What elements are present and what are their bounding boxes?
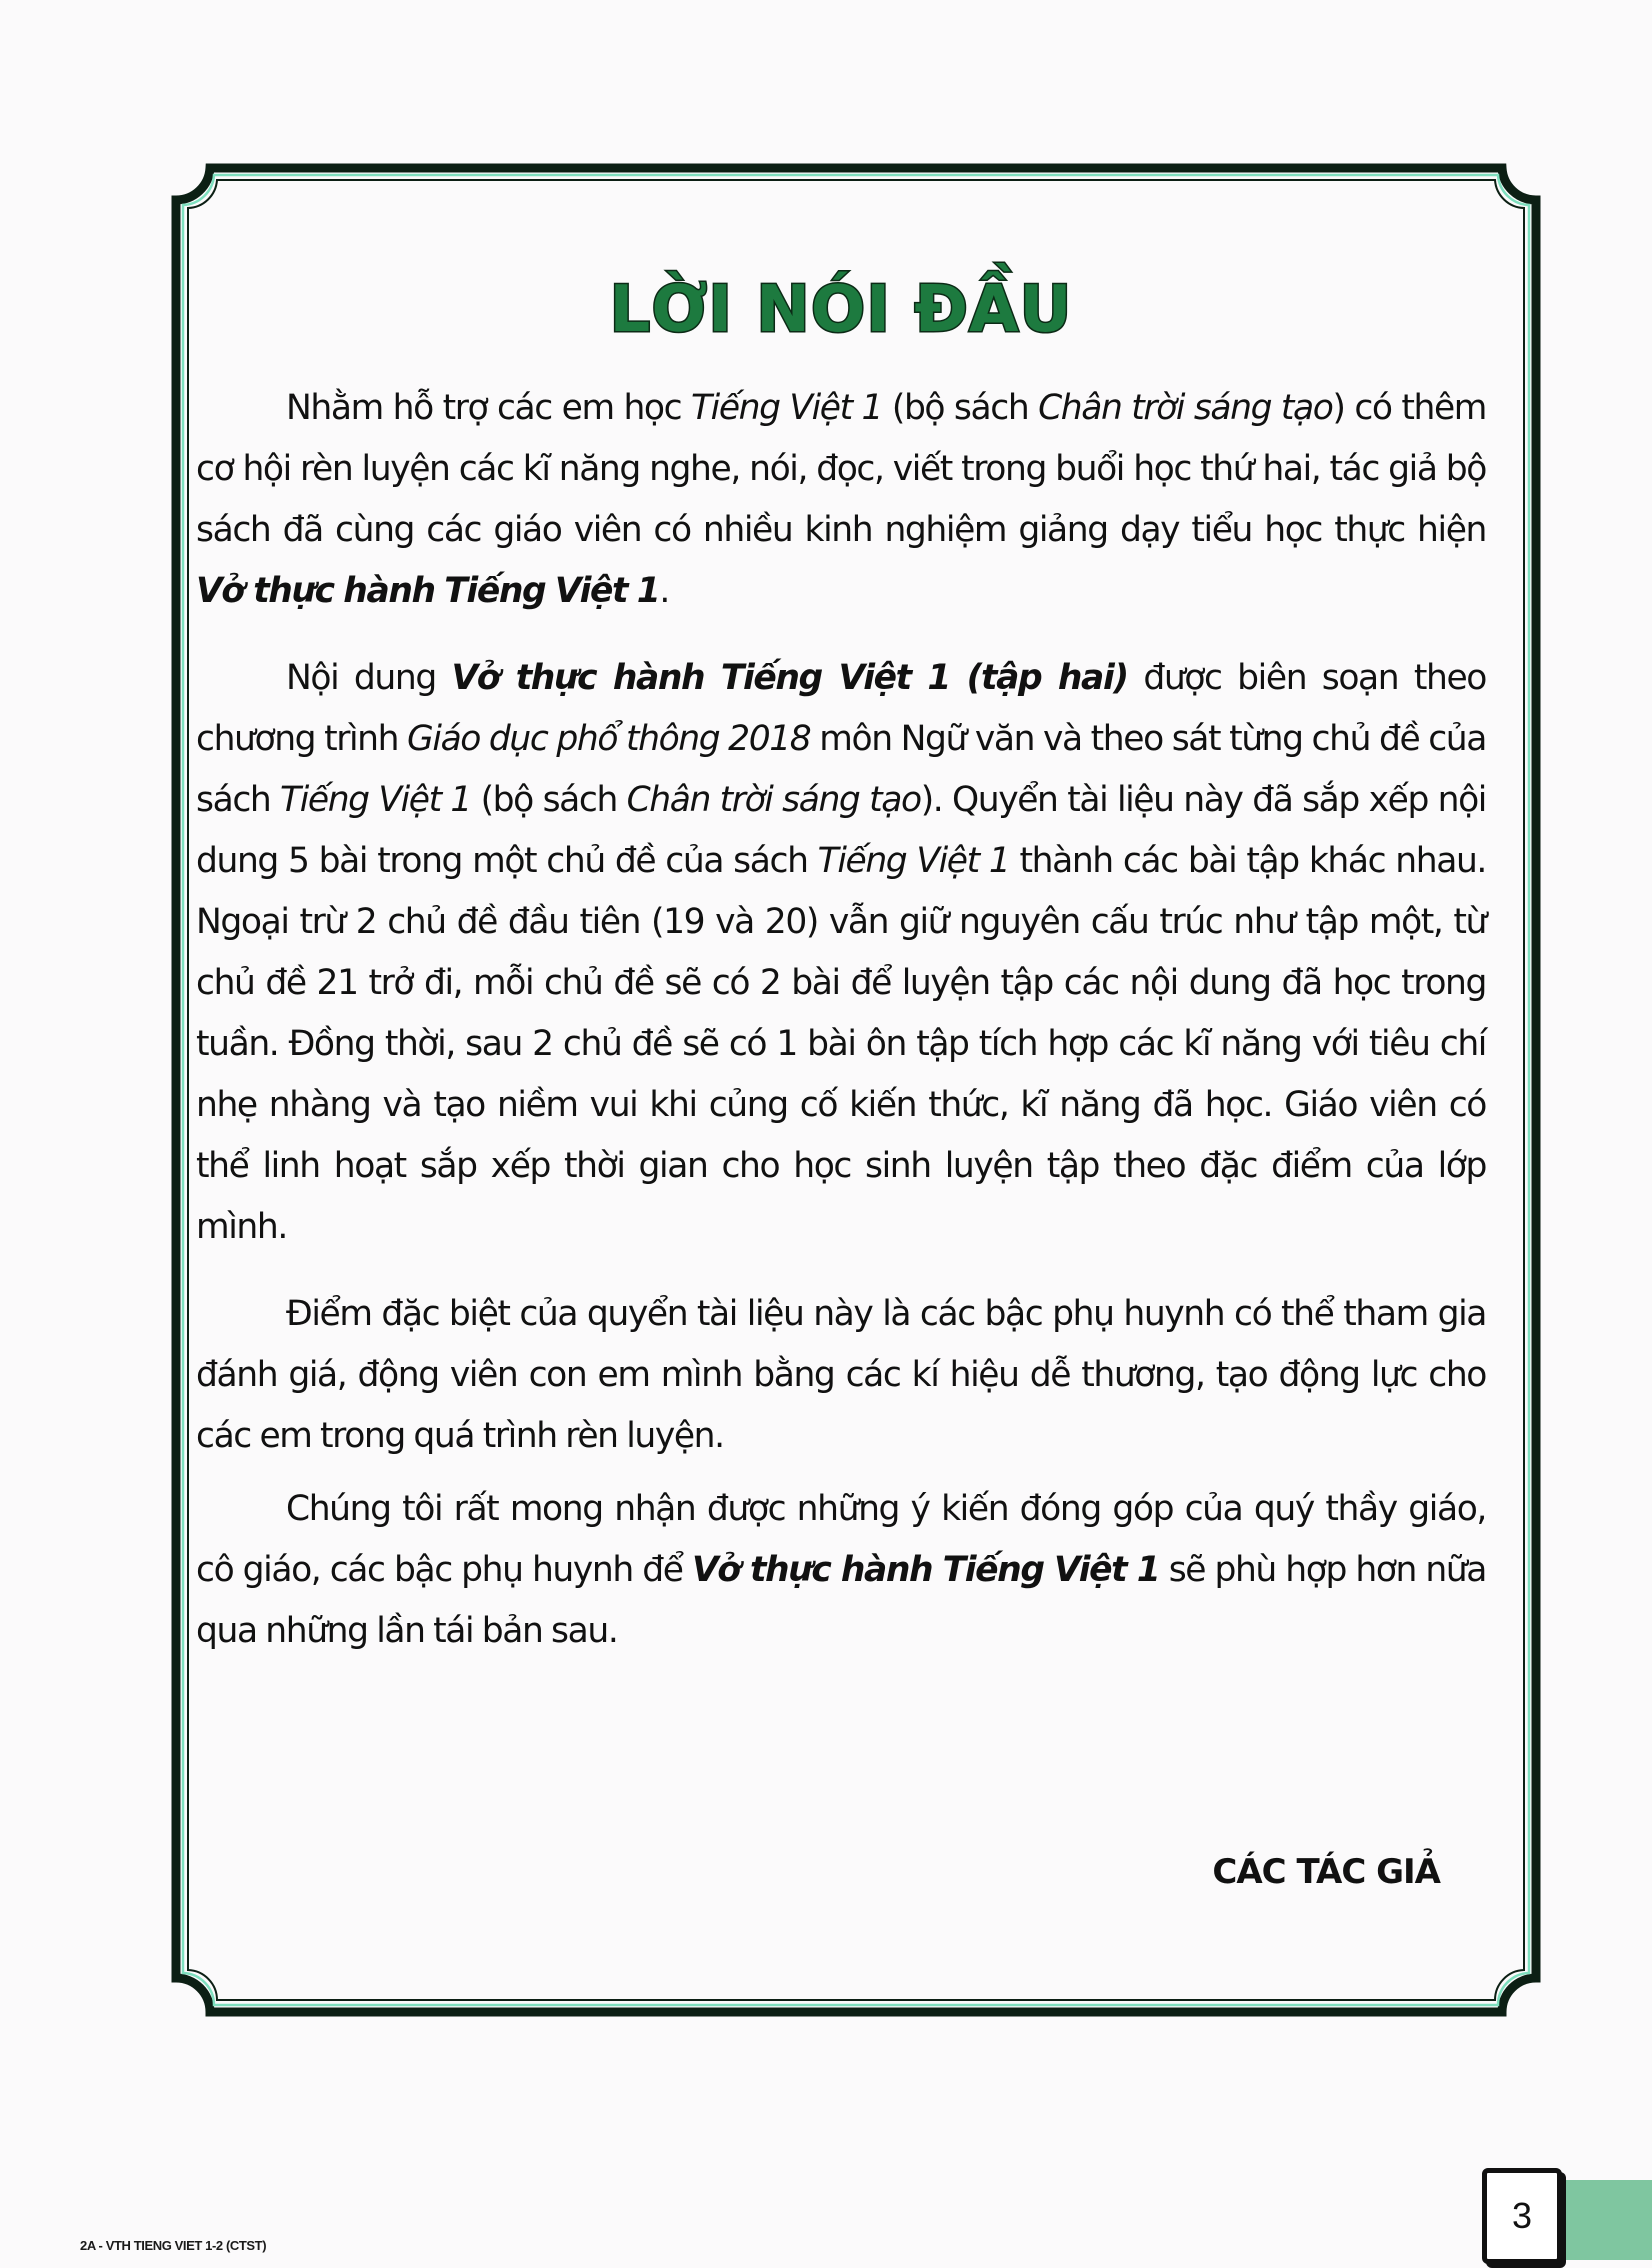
text-run: (bộ sách: [470, 780, 627, 820]
text-run: được biên soạn theo chương trình: [196, 658, 1486, 759]
preface-body: [196, 270, 1486, 1688]
italic-title: Chân trời sáng tạo: [1038, 388, 1333, 428]
text-run: .: [659, 571, 669, 611]
paragraph: [196, 648, 1486, 1258]
italic-title: Giáo dục phổ thông 2018: [407, 719, 811, 759]
signature: CÁC TÁC GIẢ: [1212, 1852, 1440, 1892]
bold-italic-title: Vở thực hành Tiếng Việt 1: [691, 1550, 1160, 1590]
text-run: ). Quyển tài liệu này đã sắp xếp nội dung 5 bài trong một chủ đề của sách: [196, 780, 1486, 881]
text-run: Nội dung: [286, 658, 452, 698]
text-run: ) có thêm cơ hội rèn luyện các kĩ năng nghe, nói, đọc, viết trong buổi học thứ hai, tác giả bộ sách đã cùng các giáo viên có nhiều kinh nghiệm giảng dạy tiểu học thực hiện: [196, 388, 1486, 550]
text-run: Nhằm hỗ trợ các em học: [286, 388, 691, 428]
bold-italic-title: Vở thực hành Tiếng Việt 1: [196, 571, 660, 611]
text-run: Điểm đặc biệt của quyển tài liệu này là các bậc phụ huynh có thể tham gia đánh giá, động viên con em mình bằng các kí hiệu dễ thương, tạo động lực cho các em trong quá trình rèn luyện.: [196, 1294, 1486, 1456]
italic-title: Chân trời sáng tạo: [626, 780, 921, 820]
italic-title: Tiếng Việt 1: [817, 841, 1010, 881]
italic-title: Tiếng Việt 1: [280, 780, 471, 820]
text-run: Chúng tôi rất mong nhận được những ý kiến đóng góp của quý thầy giáo, cô giáo, các bậc phụ huynh để: [196, 1489, 1486, 1590]
text-run: môn Ngữ văn và theo sát từng chủ đề của sách: [196, 719, 1486, 820]
page-tab-decoration: [1555, 2180, 1652, 2260]
text-run: thành các bài tập khác nhau. Ngoại trừ 2 chủ đề đầu tiên (19 và 20) vẫn giữ nguyên cấu trúc như tập một, từ chủ đề 21 trở đi, mỗi chủ đề sẽ có 2 bài để luyện tập các nội dung đã học trong tuần. Đồng thời, sau 2 chủ đề sẽ có 1 bài ôn tập tích hợp các kĩ năng với tiêu chí nhẹ nhàng và tạo niềm vui khi củng cố kiến thức, kĩ năng đã học. Giáo viên có thể linh hoạt sắp xếp thời gian cho học sinh luyện tập theo đặc điểm của lớp mình.: [196, 841, 1486, 1247]
paragraph: [196, 378, 1486, 622]
italic-title: Tiếng Việt 1: [690, 388, 883, 428]
page-title: LỜI NÓI ĐẦU: [609, 273, 1073, 347]
paragraph: [196, 1479, 1486, 1662]
page-number: 3: [1482, 2168, 1562, 2264]
text-run: sẽ phù hợp hơn nữa qua những lần tái bản sau.: [196, 1550, 1487, 1651]
paragraph: [196, 1284, 1486, 1467]
preface-paragraphs: [196, 378, 1486, 1662]
bold-italic-title: Vở thực hành Tiếng Việt 1 (tập hai): [451, 658, 1128, 698]
text-run: (bộ sách: [882, 388, 1039, 428]
book-code: 2A - VTH TIENG VIET 1-2 (CTST): [80, 2238, 267, 2253]
